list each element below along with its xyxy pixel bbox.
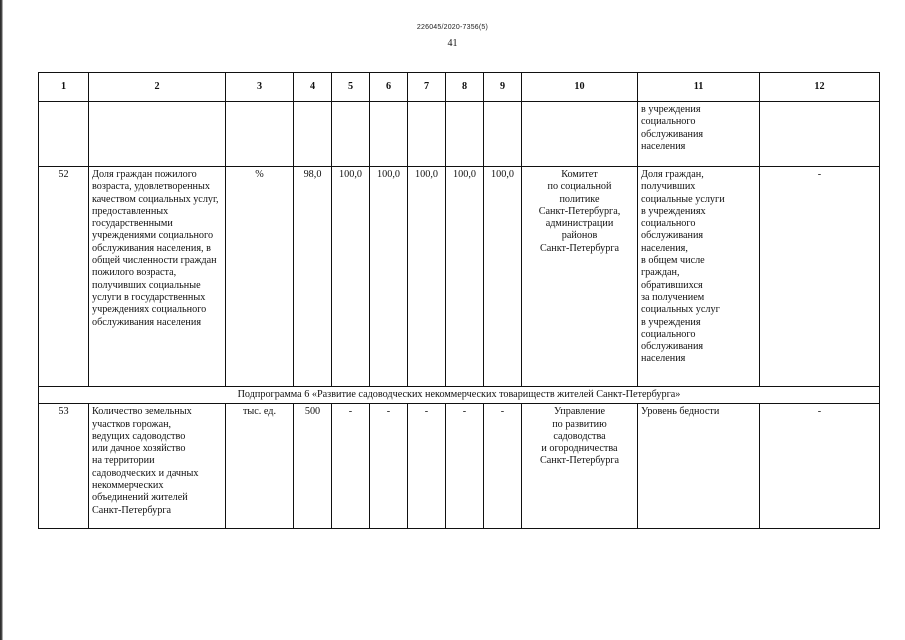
table-row-52 xyxy=(39,167,880,387)
note-col-12: - xyxy=(760,167,880,387)
column-number-7: 7 xyxy=(408,73,446,102)
column-number-11: 11 xyxy=(638,73,760,102)
unit-of-measure: % xyxy=(226,167,294,387)
cell-empty xyxy=(446,102,484,167)
column-number-row xyxy=(39,73,880,102)
continuation-indicator-text: в учреждения социального обслуживания населения xyxy=(638,102,760,167)
cell-empty xyxy=(522,102,638,167)
column-number-6: 6 xyxy=(370,73,408,102)
indicator-name: Количество земельных участков горожан, ведущих садоводство или дачное хозяйство на территории садоводческих и дачных некоммерческих объединений жителей Санкт-Петербурга xyxy=(89,404,226,529)
row-number: 52 xyxy=(39,167,89,387)
value-col-8: 100,0 xyxy=(446,167,484,387)
column-number-3: 3 xyxy=(226,73,294,102)
value-col-7: 100,0 xyxy=(408,167,446,387)
table-row-continuation xyxy=(39,102,880,167)
cell-empty xyxy=(484,102,522,167)
column-number-2: 2 xyxy=(89,73,226,102)
value-col-5: - xyxy=(332,404,370,529)
note-col-12: - xyxy=(760,404,880,529)
value-col-9: - xyxy=(484,404,522,529)
related-indicator: Уровень бедности xyxy=(638,404,760,529)
cell-empty xyxy=(294,102,332,167)
value-col-5: 100,0 xyxy=(332,167,370,387)
scan-edge-shadow xyxy=(0,0,3,640)
value-col-6: - xyxy=(370,404,408,529)
subprogram-title: Подпрограмма 6 «Развитие садоводческих некоммерческих товариществ жителей Санкт-Петербурга» xyxy=(39,387,880,404)
value-col-4: 500 xyxy=(294,404,332,529)
table-row-53 xyxy=(39,404,880,529)
row-number: 53 xyxy=(39,404,89,529)
cell-empty xyxy=(760,102,880,167)
document-code: 226045/2020-7356(5) xyxy=(416,24,489,31)
related-indicator: Доля граждан, получивших социальные услуги в учреждениях социального обслуживания населения, в общем числе граждан, обратившихся за получением социальных услуг в учреждения социального обслуживания населения xyxy=(638,167,760,387)
column-number-4: 4 xyxy=(294,73,332,102)
unit-of-measure: тыс. ед. xyxy=(226,404,294,529)
responsible-executor: Управление по развитию садоводства и огородничества Санкт-Петербурга xyxy=(522,404,638,529)
value-col-9: 100,0 xyxy=(484,167,522,387)
column-number-1: 1 xyxy=(39,73,89,102)
value-col-4: 98,0 xyxy=(294,167,332,387)
indicators-table xyxy=(38,72,880,529)
value-col-7: - xyxy=(408,404,446,529)
column-number-8: 8 xyxy=(446,73,484,102)
page-number: 41 xyxy=(447,38,458,49)
cell-empty xyxy=(370,102,408,167)
column-number-9: 9 xyxy=(484,73,522,102)
responsible-executor: Комитет по социальной политике Санкт-Петербурга, администрации районов Санкт-Петербурга xyxy=(522,167,638,387)
cell-empty xyxy=(89,102,226,167)
value-col-8: - xyxy=(446,404,484,529)
subprogram-heading-row xyxy=(39,387,880,404)
cell-empty xyxy=(39,102,89,167)
cell-empty xyxy=(408,102,446,167)
value-col-6: 100,0 xyxy=(370,167,408,387)
indicator-name: Доля граждан пожилого возраста, удовлетворенных качеством социальных услуг, предоставленных государственными учреждениями социального обслуживания населения, в общей численности граждан пожилого возраста, получивших социальные услуги в государственных учреждениях социального обслуживания населения xyxy=(89,167,226,387)
column-number-5: 5 xyxy=(332,73,370,102)
column-number-12: 12 xyxy=(760,73,880,102)
cell-empty xyxy=(332,102,370,167)
cell-empty xyxy=(226,102,294,167)
column-number-10: 10 xyxy=(522,73,638,102)
